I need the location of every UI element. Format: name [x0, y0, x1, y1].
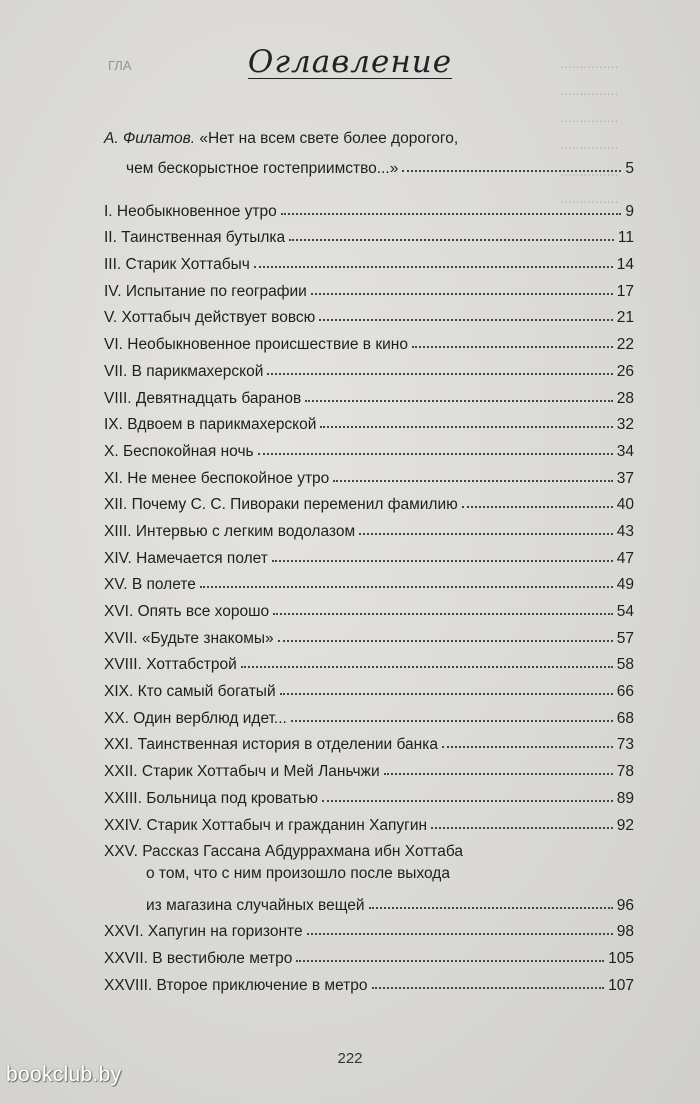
toc-entry-label: X. Беспокойная ночь	[104, 442, 254, 460]
toc-entry[interactable]	[104, 781, 634, 808]
toc-entry-label: XXIII. Больница под кроватью	[104, 789, 318, 807]
dot-leader	[273, 613, 613, 615]
toc-entry-label: VIII. Девятнадцать баранов	[104, 389, 302, 407]
toc-entry-label: VI. Необыкновенное происшествие в кино	[104, 336, 408, 354]
intro-title-line2: чем бескорыстное гостеприимство...»	[126, 160, 399, 177]
toc-entry[interactable]	[104, 941, 634, 968]
toc-entry[interactable]	[104, 221, 634, 248]
toc-entry-label: XIV. Намечается полет	[104, 549, 268, 567]
toc-entry-label: XIX. Кто самый богатый	[104, 683, 276, 701]
dot-leader	[359, 533, 613, 535]
toc-entry[interactable]	[104, 514, 634, 541]
chapter-list	[104, 915, 634, 995]
page-number: 26	[616, 362, 634, 380]
toc-entry-label: VII. В парикмахерской	[104, 362, 264, 380]
page-number: 89	[616, 789, 634, 807]
folio-page-number: 222	[337, 1050, 363, 1067]
page-number: 57	[616, 629, 634, 647]
page-number: 107	[608, 976, 634, 994]
page-number: 49	[616, 576, 634, 594]
page-number: 37	[616, 469, 634, 487]
toc-entry-label: XIII. Интервью с легким водолазом	[104, 522, 356, 540]
dot-leader	[369, 907, 613, 909]
toc-entry-label: XII. Почему С. С. Пивораки переменил фамилию	[104, 496, 458, 514]
page-number: 73	[616, 736, 634, 754]
dot-leader	[333, 480, 612, 482]
toc-entry-label: XV. В полете	[104, 576, 196, 594]
running-head: ГЛА	[108, 58, 132, 73]
page-number: 17	[616, 282, 634, 300]
toc-entry-label: XXVIII. Второе приключение в метро	[104, 976, 368, 994]
page-number: 47	[616, 549, 634, 567]
intro-title-line1: «Нет на всем свете более дорогого,	[199, 130, 459, 147]
toc-entry-label-cont: о том, что с ним произошло после выхода	[146, 865, 450, 883]
toc-entry[interactable]	[104, 701, 634, 728]
page-number: 28	[616, 389, 634, 407]
page-number: 96	[616, 896, 634, 914]
toc-entry-label: XXIV. Старик Хоттабыч и гражданин Хапугин	[104, 816, 428, 834]
dot-leader	[442, 746, 613, 748]
toc-entry-label: II. Таинственная бутылка	[104, 229, 286, 247]
toc-entry-label-cont: из магазина случайных вещей	[146, 896, 365, 914]
toc-entry[interactable]	[104, 301, 634, 328]
toc-entry[interactable]	[104, 408, 634, 435]
toc-entry-label: XXVI. Хапугин на горизонте	[104, 923, 303, 941]
toc-entry[interactable]	[104, 728, 634, 755]
page-number: 14	[616, 256, 634, 274]
toc-entry-label: V. Хоттабыч действует вовсю	[104, 309, 316, 327]
toc-entry-label: XXI. Таинственная история в отделении банка	[104, 736, 438, 754]
dot-leader	[307, 933, 613, 935]
dot-leader	[402, 170, 621, 172]
toc-entry[interactable]	[104, 194, 634, 221]
toc-entry-label: XVIII. Хоттабстрой	[104, 656, 237, 674]
page-number: 22	[616, 336, 634, 354]
page-number: 5	[625, 160, 634, 177]
dot-leader	[258, 453, 613, 455]
page-number: 32	[616, 416, 634, 434]
toc-entry[interactable]	[104, 594, 634, 621]
dot-leader	[291, 720, 613, 722]
toc-entry[interactable]	[104, 674, 634, 701]
dot-leader	[296, 960, 604, 962]
toc-entry[interactable]	[104, 461, 634, 488]
toc-entry[interactable]	[104, 434, 634, 461]
page-number: 66	[616, 683, 634, 701]
page-number: 9	[625, 202, 634, 220]
toc-entry-label: XVII. «Будьте знакомы»	[104, 629, 274, 647]
dot-leader	[200, 586, 613, 588]
dot-leader	[311, 293, 613, 295]
dot-leader	[322, 800, 613, 802]
toc-entry-label: III. Старик Хоттабыч	[104, 256, 250, 274]
dot-leader	[281, 213, 622, 215]
toc-entry-label: XXII. Старик Хоттабыч и Мей Ланьчжи	[104, 763, 380, 781]
dot-leader	[372, 987, 605, 989]
page-number: 105	[608, 949, 634, 967]
toc-entry-label: XVI. Опять все хорошо	[104, 603, 270, 620]
dot-leader	[305, 400, 613, 402]
table-of-contents	[104, 126, 634, 995]
toc-entry-label: I. Необыкновенное утро	[104, 202, 277, 220]
page-number: 34	[616, 442, 634, 460]
page-number: 11	[617, 229, 634, 247]
toc-entry[interactable]	[104, 488, 634, 515]
toc-entry[interactable]	[104, 754, 634, 781]
page-number: 43	[616, 522, 634, 540]
toc-entry[interactable]	[104, 648, 634, 675]
toc-entry-label: XXVII. В вестибюле метро	[104, 949, 293, 967]
toc-entry-label: XXV. Рассказ Гассана Абдуррахмана ибн Хоттаба	[104, 843, 464, 861]
intro-author: А. Филатов.	[104, 130, 196, 147]
toc-entry[interactable]	[104, 968, 634, 995]
page-number: 54	[616, 603, 634, 620]
dot-leader	[319, 319, 612, 321]
page-number: 21	[616, 309, 634, 327]
dot-leader	[320, 426, 612, 428]
dot-leader	[384, 773, 613, 775]
toc-entry[interactable]	[104, 541, 634, 568]
toc-entry-long[interactable]	[104, 835, 634, 915]
toc-entry[interactable]	[104, 621, 634, 648]
dot-leader	[412, 346, 613, 348]
dot-leader	[462, 506, 613, 508]
page-number: 78	[616, 763, 634, 781]
toc-entry[interactable]	[104, 568, 634, 595]
toc-entry-label: XX. Один верблюд идет...	[104, 709, 287, 727]
page-number: 92	[616, 816, 634, 834]
toc-entry[interactable]	[104, 354, 634, 381]
toc-entry[interactable]	[104, 274, 634, 301]
page-number: 40	[616, 496, 634, 514]
dot-leader	[241, 666, 613, 668]
dot-leader	[278, 640, 613, 642]
page-number: 98	[616, 923, 634, 941]
chapter-list	[104, 194, 634, 835]
dot-leader	[254, 266, 613, 268]
toc-entry-label: XI. Не менее беспокойное утро	[104, 469, 330, 487]
dot-leader	[280, 693, 613, 695]
page-number: 68	[616, 709, 634, 727]
toc-entry[interactable]	[104, 808, 634, 835]
toc-entry[interactable]	[104, 247, 634, 274]
dot-leader	[272, 560, 613, 562]
dot-leader	[267, 373, 612, 375]
toc-entry[interactable]	[104, 915, 634, 942]
page-title: Оглавление	[247, 44, 453, 80]
toc-entry-label: IX. Вдвоем в парикмахерской	[104, 416, 317, 434]
dot-leader	[289, 239, 614, 241]
toc-entry-label: IV. Испытание по географии	[104, 282, 307, 300]
page-number: 58	[616, 656, 634, 674]
bleed-through-text: ............... ............... ............... ............... ............... ...............	[560, 55, 619, 206]
watermark: bookclub.by	[6, 1063, 122, 1086]
dot-leader	[431, 827, 613, 829]
toc-intro[interactable]	[104, 126, 634, 178]
toc-entry[interactable]	[104, 327, 634, 354]
toc-entry[interactable]	[104, 381, 634, 408]
